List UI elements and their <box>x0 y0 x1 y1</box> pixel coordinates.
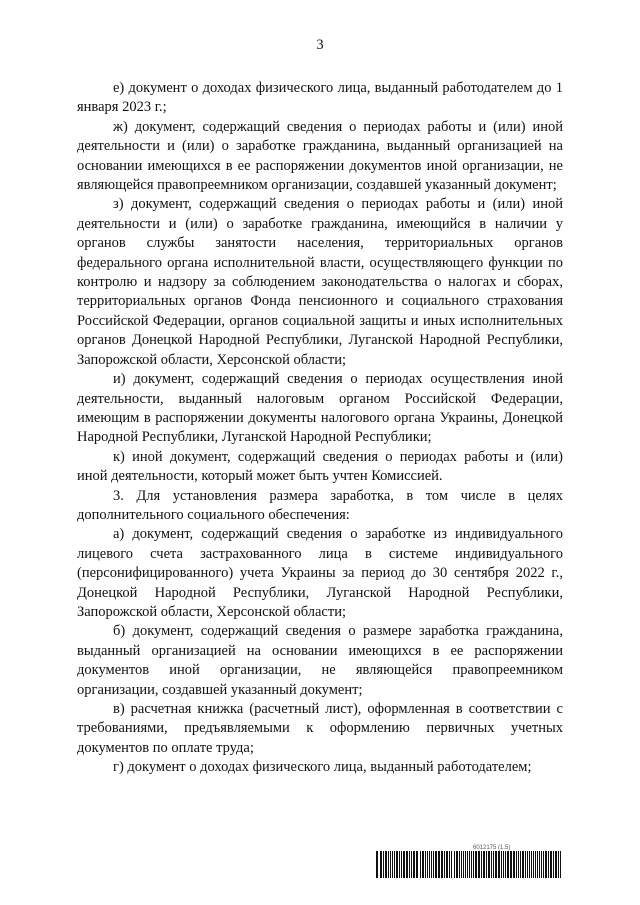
document-code: 6012175 (1.5) <box>473 845 511 851</box>
page-number: 3 <box>316 37 324 53</box>
paragraph-z: з) документ, содержащий сведения о периодах работы и (или) иной деятельности и (или) о заработке гражданина, имеющийся в наличии у органов службы занятости населения, территориальных органов федерального органа исполнительной власти, осуществляющего функции по контролю и надзору за соблюдением законодательства о налогах и сборах, территориальных органов Фонда пенсионного и социального страхования Российской Федерации, органов социальной защиты и иных исполнительных органов Донецкой Народной Республики, Луганской Народной Республики, Запорожской области, Херсонской области; <box>77 196 563 368</box>
paragraph-k: к) иной документ, содержащий сведения о периодах работы и (или) иной деятельности, который может быть учтен Комиссией. <box>77 448 563 485</box>
paragraph-zh: ж) документ, содержащий сведения о периодах работы и (или) иной деятельности и (или) о заработке гражданина, выданный организацией на основании имеющихся в ее распоряжении документов иной организации, не являющейся правопреемником организации, создавшей указанный документ; <box>77 118 563 194</box>
paragraph-b: б) документ, содержащий сведения о размере заработка гражданина, выданный организацией на основании имеющихся в ее распоряжении документов иной организации, не являющейся правопреемником организации, создавшей указанный документ; <box>77 623 563 698</box>
document-body <box>77 79 563 778</box>
paragraph-3-heading: 3. Для установления размера заработка, в том числе в целях дополнительного социального обеспечения: <box>77 487 563 523</box>
barcode-icon <box>375 851 563 878</box>
paragraph-e: е) документ о доходах физического лица, выданный работодателем до 1 января 2023 г.; <box>77 80 563 116</box>
paragraph-v: в) расчетная книжка (расчетный лист), оформленная в соответствии с требованиями, предъявляемыми к оформлению первичных учетных документов по оплате труда; <box>77 701 563 756</box>
paragraph-a: а) документ, содержащий сведения о заработке из индивидуального лицевого счета застрахованного лица в системе индивидуального (персонифицированного) учета Украины за период до 30 сентября 2022 г., Донецкой Народной Республики, Луганской Народной Республики, Запорожской области, Херсонской области; <box>77 526 563 620</box>
paragraph-g: г) документ о доходах физического лица, выданный работодателем; <box>113 759 532 776</box>
paragraph-i: и) документ, содержащий сведения о периодах осуществления иной деятельности, выданный налоговым органом Российской Федерации, имеющим в распоряжении документы налогового органа Украины, Донецкой Народной Республики, Луганской Народной Республики; <box>77 371 563 446</box>
